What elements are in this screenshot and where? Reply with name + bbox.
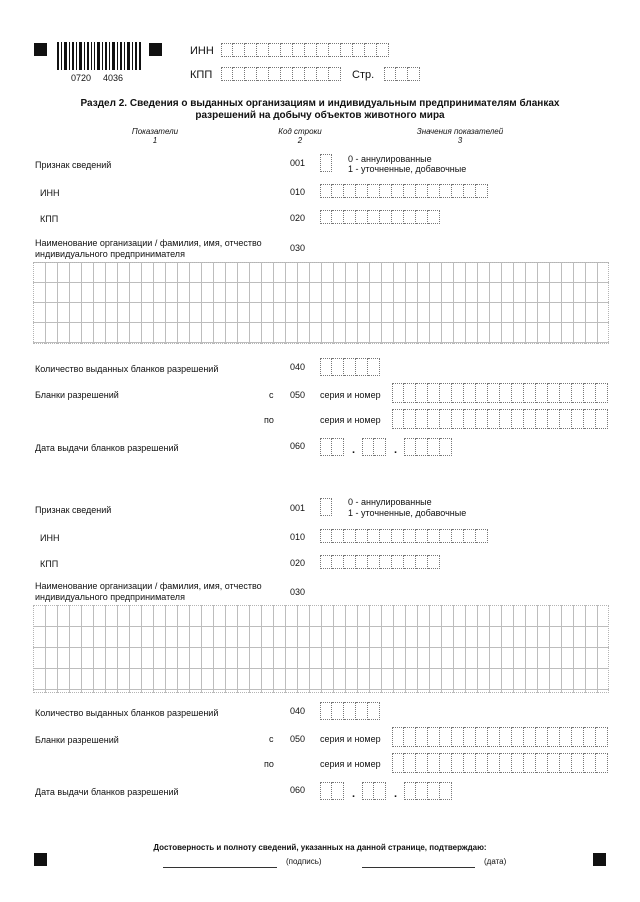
qty-code: 040 — [290, 362, 306, 372]
inn-cells[interactable] — [320, 184, 488, 198]
attr-option-1: 1 - уточненные, добавочные — [348, 508, 467, 518]
date-label: Дата выдачи бланков разрешений — [35, 443, 179, 453]
forms-to-series-label: серия и номер — [320, 759, 381, 769]
inn-cells[interactable] — [320, 529, 488, 543]
corner-marker-bottom-left — [34, 853, 47, 866]
kpp-cells[interactable] — [320, 210, 440, 224]
attr-code: 001 — [290, 503, 306, 513]
forms-to-cells[interactable] — [392, 753, 608, 773]
col1-number: 1 — [152, 136, 158, 145]
date-code: 060 — [290, 441, 306, 451]
forms-to-series-label: серия и номер — [320, 415, 381, 425]
kpp-code: 020 — [290, 213, 306, 223]
forms-from-cells[interactable] — [392, 727, 608, 747]
date-line[interactable] — [362, 867, 475, 868]
header-inn-label: ИНН — [190, 45, 214, 57]
section-title-line-2: разрешений на добычу объектов животного мира — [195, 110, 445, 121]
attr-cell[interactable] — [320, 498, 332, 516]
header-page-label: Стр. — [352, 69, 375, 81]
name-grid[interactable] — [33, 262, 609, 344]
forms-label: Бланки разрешений — [35, 390, 119, 400]
col1-header: Показатели — [131, 127, 179, 136]
date-year-cells[interactable] — [404, 438, 452, 456]
kpp-label: КПП — [40, 214, 59, 224]
forms-from-label: с — [269, 734, 274, 744]
corner-marker-top-left — [34, 43, 47, 56]
qty-label: Количество выданных бланков разрешений — [35, 708, 219, 718]
attr-option-1: 1 - уточненные, добавочные — [348, 164, 467, 174]
forms-from-cells[interactable] — [392, 383, 608, 403]
section-title-line-1: Раздел 2. Сведения о выданных организациям и индивидуальным предпринимателям бланках — [80, 98, 560, 109]
inn-label: ИНН — [40, 533, 60, 543]
name-label-line-2: индивидуального предпринимателя — [35, 249, 185, 259]
date-month-cells[interactable] — [362, 782, 386, 800]
barcode-number-1: 0720 — [71, 73, 92, 83]
attr-option-0: 0 - аннулированные — [348, 497, 432, 507]
forms-from-code: 050 — [290, 390, 306, 400]
barcode — [57, 42, 141, 72]
barcode-number-2: 4036 — [103, 73, 124, 83]
confirmation-text: Достоверность и полноту сведений, указанных на данной странице, подтверждаю: — [153, 843, 487, 852]
kpp-code: 020 — [290, 558, 306, 568]
col2-header: Код строки — [278, 127, 322, 136]
col2-number: 2 — [297, 136, 303, 145]
forms-to-label: по — [264, 415, 274, 425]
date-separator-dot: . — [352, 444, 356, 456]
forms-from-series-label: серия и номер — [320, 734, 381, 744]
date-label: Дата выдачи бланков разрешений — [35, 787, 179, 797]
inn-code: 010 — [290, 532, 306, 542]
attr-option-0: 0 - аннулированные — [348, 154, 432, 164]
corner-marker-top-right — [149, 43, 162, 56]
inn-label: ИНН — [40, 188, 60, 198]
header-kpp-label: КПП — [190, 69, 213, 81]
qty-code: 040 — [290, 706, 306, 716]
forms-from-label: с — [269, 390, 274, 400]
name-label-line-1: Наименование организации / фамилия, имя, отчество — [35, 581, 262, 591]
signature-caption: (подпись) — [286, 857, 322, 866]
date-code: 060 — [290, 785, 306, 795]
forms-to-label: по — [264, 759, 274, 769]
date-separator-dot: . — [352, 788, 356, 800]
col3-number: 3 — [457, 136, 463, 145]
qty-cells[interactable] — [320, 358, 380, 376]
qty-label: Количество выданных бланков разрешений — [35, 364, 219, 374]
col3-header: Значения показателей — [416, 127, 504, 136]
name-grid[interactable] — [33, 605, 609, 693]
header-kpp-cells[interactable] — [221, 67, 341, 81]
attr-cell[interactable] — [320, 154, 332, 172]
name-code: 030 — [290, 243, 306, 253]
date-day-cells[interactable] — [320, 782, 344, 800]
date-separator-dot: . — [394, 444, 398, 456]
name-code: 030 — [290, 587, 306, 597]
attr-code: 001 — [290, 158, 306, 168]
attr-label: Признак сведений — [35, 505, 112, 515]
forms-from-code: 050 — [290, 734, 306, 744]
kpp-label: КПП — [40, 559, 59, 569]
forms-label: Бланки разрешений — [35, 735, 119, 745]
forms-to-cells[interactable] — [392, 409, 608, 429]
date-caption: (дата) — [484, 857, 507, 866]
date-day-cells[interactable] — [320, 438, 344, 456]
date-separator-dot: . — [394, 788, 398, 800]
date-month-cells[interactable] — [362, 438, 386, 456]
name-label-line-2: индивидуального предпринимателя — [35, 592, 185, 602]
qty-cells[interactable] — [320, 702, 380, 720]
forms-from-series-label: серия и номер — [320, 390, 381, 400]
attr-label: Признак сведений — [35, 160, 112, 170]
signature-line[interactable] — [163, 867, 277, 868]
header-inn-cells[interactable] — [221, 43, 389, 57]
name-label-line-1: Наименование организации / фамилия, имя, отчество — [35, 238, 262, 248]
corner-marker-bottom-right — [593, 853, 606, 866]
kpp-cells[interactable] — [320, 555, 440, 569]
header-page-cells[interactable] — [384, 67, 420, 81]
date-year-cells[interactable] — [404, 782, 452, 800]
inn-code: 010 — [290, 187, 306, 197]
